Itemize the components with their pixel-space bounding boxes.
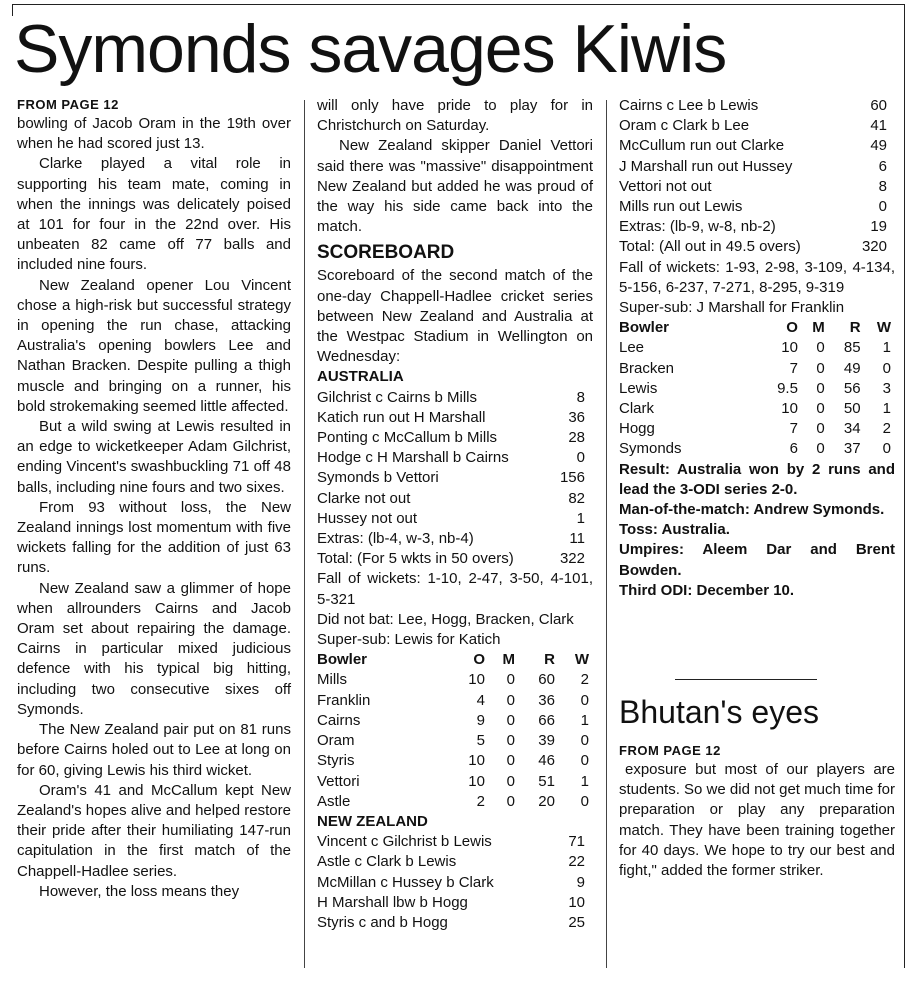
batting-row: Hussey not out 1 [317, 509, 585, 527]
scoreboard-intro: Scoreboard of the second match of the one-day Chappell-Hadlee cricket series between New Zealand and Australia at the Westpac Stadium in Wellington on Wednesday: [317, 267, 593, 366]
new-zealand-batting-continued [619, 96, 895, 258]
story-separator [675, 679, 817, 680]
extras-row: Extras: (lb-9, w-8, nb-2) 19 [619, 218, 887, 236]
umpires: Umpires: Aleem Dar and Brent Bowden. [619, 541, 895, 579]
bowling-row: Vettori 10 0 51 1 [317, 772, 589, 790]
super-sub: Super-sub: Lewis for Katich [317, 631, 501, 649]
batting-row: Symonds b Vettori 156 [317, 469, 585, 487]
story-paragraph: Oram's 41 and McCallum kept New Zealand's hopes alive and helped restore their pride after their humiliating 147-run capitulation in the first match of the Chappell-Hadlee series. [17, 781, 291, 880]
bowling-row: Astle 2 0 20 0 [317, 792, 589, 810]
bowling-header-row: Bowler O M R W [317, 651, 589, 669]
batting-row: Mills run out Lewis 0 [619, 198, 887, 216]
batting-row: Astle c Clark b Lewis 22 [317, 853, 585, 871]
left-rule [12, 4, 13, 16]
bowling-row: Mills 10 0 60 2 [317, 671, 589, 689]
column-rule-2 [606, 100, 607, 968]
batting-row: Vincent c Gilchrist b Lewis 71 [317, 833, 585, 851]
fall-of-wickets: Fall of wickets: 1-10, 2-47, 3-50, 4-101, 5-321 [317, 570, 593, 608]
bowling-row: Hogg 7 0 34 2 [619, 420, 891, 438]
batting-row: Cairns c Lee b Lewis 60 [619, 97, 887, 114]
total-row: Total: (For 5 wkts in 50 overs) 322 [317, 550, 585, 568]
toss: Toss: Australia. [619, 521, 730, 539]
batting-row: Clarke not out 82 [317, 489, 585, 507]
batting-row: H Marshall lbw b Hogg 10 [317, 893, 585, 911]
story-paragraph: However, the loss means they [39, 882, 240, 900]
third-odi: Third ODI: December 10. [619, 581, 795, 599]
from-page-kicker: FROM PAGE 12 [17, 97, 119, 112]
story-paragraph: will only have pride to play for in Christchurch on Saturday. [317, 97, 593, 135]
team-australia-heading: AUSTRALIA [317, 368, 404, 386]
bowling-row: Symonds 6 0 37 0 [619, 440, 891, 458]
bowling-header-row: Bowler O M R W [619, 319, 891, 337]
story-paragraph: New Zealand skipper Daniel Vettori said there was "massive" disappointment New Zealand but added he was proud of the way his side came back into the match. [317, 137, 593, 236]
right-rule [904, 4, 905, 968]
man-of-the-match: Man-of-the-match: Andrew Symonds. [619, 501, 885, 519]
did-not-bat: Did not bat: Lee, Hogg, Bracken, Clark [317, 610, 574, 628]
story-paragraph: The New Zealand pair put on 81 runs before Cairns holed out to Lee at long on for 60, giving Lewis his third wicket. [17, 721, 291, 779]
bowling-row: Styris 10 0 46 0 [317, 752, 589, 770]
batting-row: Vettori not out 8 [619, 177, 887, 195]
bowling-row: Lewis 9.5 0 56 3 [619, 379, 891, 397]
new-zealand-batting [317, 832, 593, 933]
batting-row: McMillan c Hussey b Clark 9 [317, 873, 585, 891]
bowling-row: Franklin 4 0 36 0 [317, 691, 589, 709]
story-paragraph: From 93 without loss, the New Zealand innings lost momentum with five wickets falling for the addition of just 63 runs. [17, 498, 291, 577]
story-paragraph: exposure but most of our players are students. So we did not get much time for preparation or play any preparation match. They have been training together for 40 days. We hope to try our best and fight," added the former striker. [619, 761, 895, 880]
extras-row: Extras: (lb-4, w-3, nb-4) 11 [317, 530, 585, 548]
story-paragraph: New Zealand saw a glimmer of hope when allrounders Cairns and Jacob Oram set about repairing the damage. Cairns in particular mixed judicious defence with his typical big hitting, including two consecutive sixes off Symonds. [17, 579, 291, 718]
column-rule-1 [304, 100, 305, 968]
aus-bowling-table [619, 318, 891, 459]
bowling-row: Cairns 9 0 66 1 [317, 711, 589, 729]
fall-of-wickets: Fall of wickets: 1-93, 2-98, 3-109, 4-134, 5-156, 6-237, 7-271, 8-295, 9-319 [619, 258, 895, 296]
story-paragraph: Clarke played a vital role in supporting his team mate, coming in when the innings was delicately poised at 101 for four in the 22nd over. His unbeaten 82 came off 77 balls and included nine fours. [17, 155, 291, 274]
batting-row: Katich run out H Marshall 36 [317, 408, 585, 426]
top-rule [12, 4, 905, 5]
story-paragraph: bowling of Jacob Oram in the 19th over when he had scored just 13. [17, 115, 291, 153]
from-page-kicker: FROM PAGE 12 [619, 743, 721, 759]
headline-bhutans-eyes: Bhutan's eyes [619, 694, 820, 731]
batting-row: Ponting c McCallum b Mills 28 [317, 429, 585, 447]
team-new-zealand-heading: NEW ZEALAND [317, 812, 428, 830]
column-3 [619, 96, 895, 881]
column-1 [17, 96, 291, 902]
batting-row: Hodge c H Marshall b Cairns 0 [317, 449, 585, 467]
story-paragraph: New Zealand opener Lou Vincent chose a high-risk but successful strategy in opening the run chase, attacking Australia's opening bowlers Lee and Nathan Bracken. Despite pulling a thigh muscle and bringing on a runner, his bold strokemaking seemed little affected. [17, 276, 291, 415]
nz-bowling-table [317, 650, 589, 812]
bowling-row: Clark 10 0 50 1 [619, 400, 891, 418]
batting-row: Styris c and b Hogg 25 [317, 913, 585, 931]
total-row: Total: (All out in 49.5 overs) 320 [619, 238, 887, 256]
batting-row: McCullum run out Clarke 49 [619, 137, 887, 155]
scoreboard-heading: SCOREBOARD [317, 242, 455, 264]
australia-batting [317, 388, 593, 570]
bowling-row: Bracken 7 0 49 0 [619, 359, 891, 377]
headline: Symonds savages Kiwis [14, 11, 727, 87]
bowling-row: Oram 5 0 39 0 [317, 732, 589, 750]
batting-row: Oram c Clark b Lee 41 [619, 117, 887, 135]
bowling-row: Lee 10 0 85 1 [619, 339, 891, 357]
batting-row: J Marshall run out Hussey 6 [619, 157, 887, 175]
column-2 [317, 96, 593, 933]
match-result: Result: Australia won by 2 runs and lead the 3-ODI series 2-0. [619, 460, 895, 498]
batting-row: Gilchrist c Cairns b Mills 8 [317, 388, 585, 406]
super-sub: Super-sub: J Marshall for Franklin [619, 299, 845, 317]
story-paragraph: But a wild swing at Lewis resulted in an edge to wicketkeeper Adam Gilchrist, ending Vincent's swashbuckling 71 off 48 balls, including nine fours and two sixes. [17, 418, 291, 496]
